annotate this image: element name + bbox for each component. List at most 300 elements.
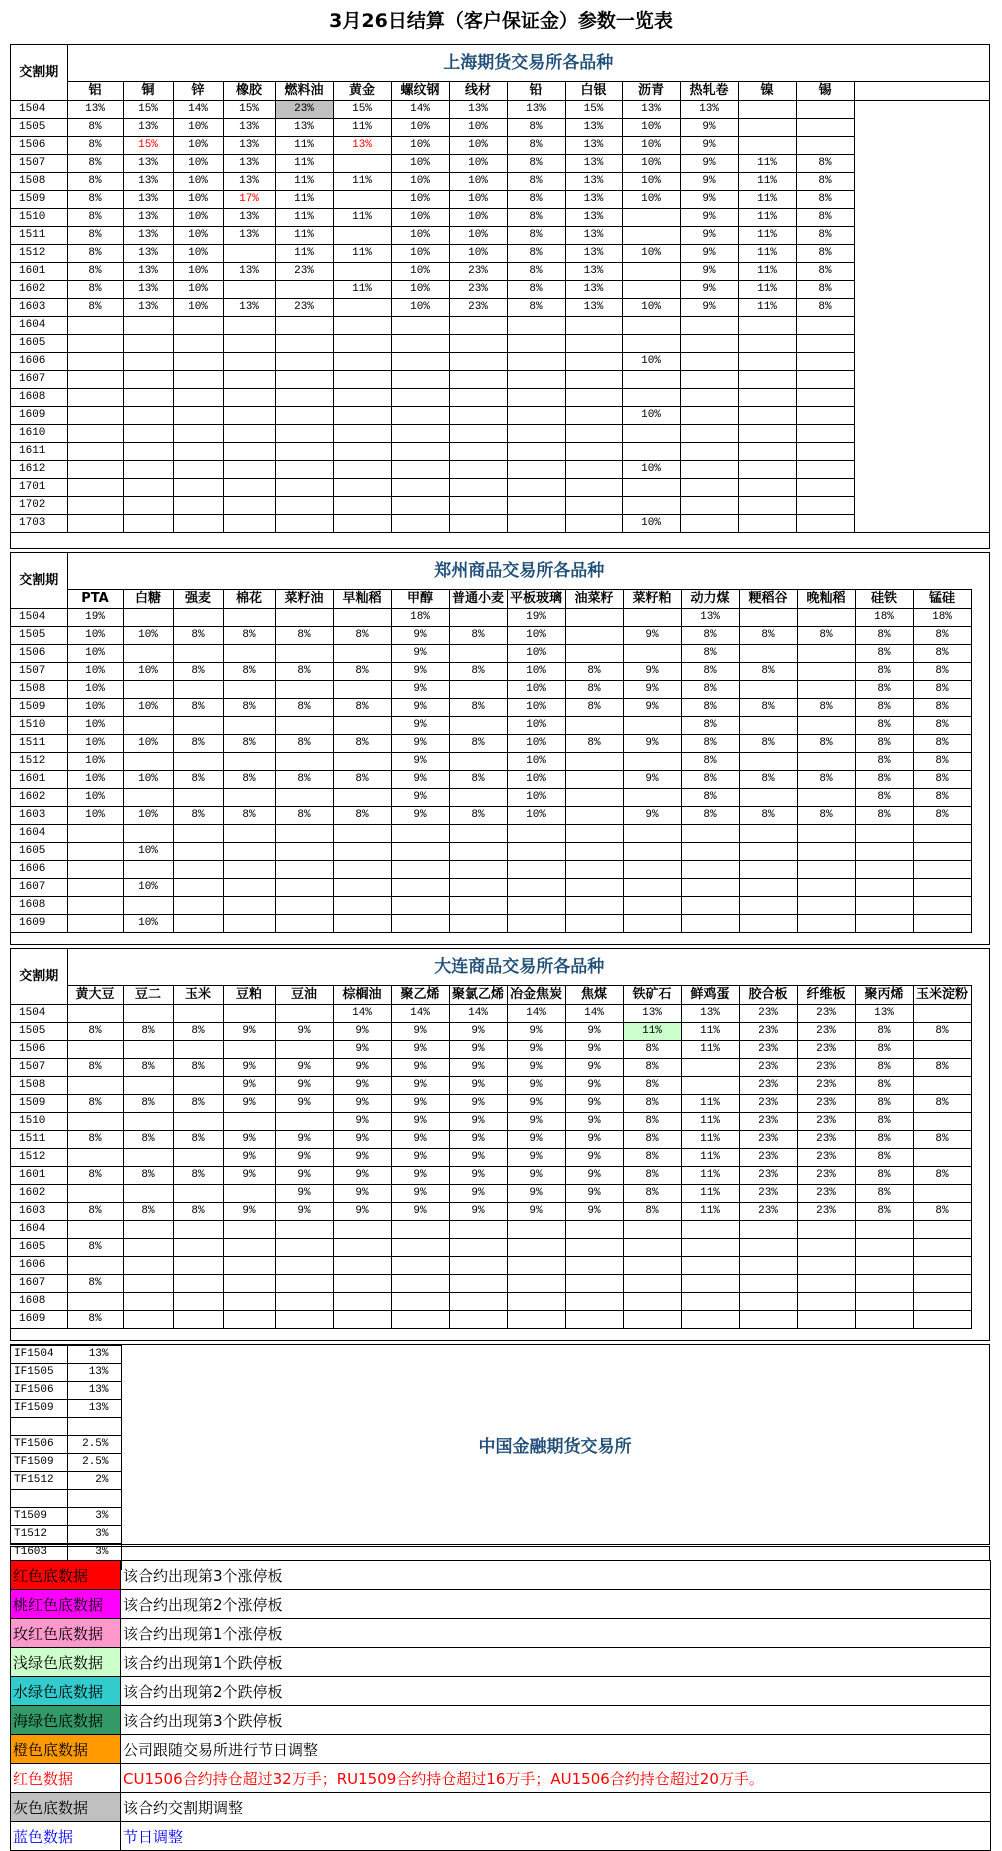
margin-cell: 9%	[391, 1059, 449, 1077]
margin-cell: 11%	[333, 281, 391, 299]
margin-cell	[739, 645, 797, 663]
margin-cell: 10%	[67, 663, 123, 681]
margin-cell: 10%	[173, 245, 223, 263]
margin-cell	[449, 371, 507, 389]
period-cell: 1602	[11, 1185, 67, 1203]
margin-cell: 8%	[739, 735, 797, 753]
margin-cell: 11%	[681, 1041, 739, 1059]
margin-cell	[913, 1221, 971, 1239]
margin-cell: 10%	[449, 173, 507, 191]
margin-cell: 10%	[123, 663, 173, 681]
margin-cell: 10%	[449, 191, 507, 209]
margin-cell	[67, 1257, 123, 1275]
legend-description: 该合约出现第2个涨停板	[121, 1590, 991, 1619]
legend-section	[10, 1546, 990, 1844]
margin-cell: 8%	[67, 1203, 123, 1221]
margin-cell	[391, 1221, 449, 1239]
margin-cell	[223, 281, 275, 299]
table-row	[11, 1472, 121, 1490]
margin-cell	[391, 1257, 449, 1275]
period-cell: 1512	[11, 753, 67, 771]
margin-cell	[223, 1239, 275, 1257]
margin-cell	[275, 861, 333, 879]
margin-cell	[623, 1257, 681, 1275]
margin-cell	[123, 407, 173, 425]
margin-cell	[67, 1149, 123, 1167]
margin-cell	[622, 389, 680, 407]
margin-cell: 10%	[391, 155, 449, 173]
margin-cell: 8%	[855, 645, 913, 663]
legend-swatch: 红色底数据	[11, 1561, 121, 1590]
period-cell: 1511	[11, 1131, 67, 1149]
margin-cell: 8%	[123, 1131, 173, 1149]
margin-cell: 9%	[565, 1041, 623, 1059]
margin-cell	[123, 1077, 173, 1095]
period-cell: 1510	[11, 1113, 67, 1131]
period-cell: 1612	[11, 461, 67, 479]
margin-cell: 13%	[67, 1400, 121, 1418]
margin-cell	[223, 1221, 275, 1239]
margin-cell: 11%	[681, 1023, 739, 1041]
margin-cell	[738, 371, 796, 389]
margin-cell: 8%	[739, 771, 797, 789]
margin-cell: 2%	[67, 1472, 121, 1490]
dce-col-header: 聚氯乙烯	[449, 986, 507, 1005]
contract-code: T1603	[11, 1544, 67, 1562]
margin-cell: 13%	[622, 101, 680, 119]
margin-cell: 9%	[275, 1185, 333, 1203]
table-row	[11, 843, 971, 861]
margin-cell: 23%	[797, 1095, 855, 1113]
contract-code: IF1505	[11, 1364, 67, 1382]
margin-cell	[223, 1113, 275, 1131]
margin-cell	[67, 1293, 123, 1311]
table-row	[11, 1257, 971, 1275]
margin-cell: 8%	[855, 1185, 913, 1203]
margin-cell: 8%	[67, 1131, 123, 1149]
margin-cell	[507, 389, 565, 407]
margin-cell: 8%	[797, 807, 855, 825]
margin-cell: 8%	[739, 699, 797, 717]
margin-cell	[67, 317, 123, 335]
margin-cell	[275, 897, 333, 915]
margin-cell	[738, 353, 796, 371]
margin-cell: 13%	[123, 227, 173, 245]
margin-cell: 9%	[223, 1131, 275, 1149]
margin-cell	[739, 825, 797, 843]
table-row	[11, 915, 971, 933]
table-row	[11, 281, 989, 299]
margin-cell: 10%	[123, 915, 173, 933]
margin-cell: 9%	[391, 789, 449, 807]
margin-cell: 8%	[855, 1167, 913, 1185]
dce-table	[11, 949, 972, 1341]
dce-col-header: 铁矿石	[623, 986, 681, 1005]
margin-cell: 8%	[223, 771, 275, 789]
margin-cell	[739, 843, 797, 861]
margin-cell: 8%	[507, 137, 565, 155]
margin-cell	[333, 263, 391, 281]
margin-cell	[854, 155, 989, 173]
margin-cell: 23%	[797, 1131, 855, 1149]
margin-cell: 9%	[449, 1185, 507, 1203]
margin-cell: 9%	[680, 191, 738, 209]
margin-cell: 10%	[391, 209, 449, 227]
table-row	[11, 353, 989, 371]
shfe-exchange-title: 上海期货交易所各品种	[67, 45, 989, 82]
margin-cell	[275, 407, 333, 425]
margin-cell: 8%	[67, 209, 123, 227]
margin-cell	[796, 335, 854, 353]
margin-cell: 8%	[67, 245, 123, 263]
margin-cell: 8%	[507, 227, 565, 245]
margin-cell	[738, 101, 796, 119]
margin-cell	[275, 717, 333, 735]
margin-cell: 11%	[681, 1203, 739, 1221]
margin-cell	[275, 645, 333, 663]
margin-cell	[173, 1041, 223, 1059]
margin-cell	[507, 497, 565, 515]
margin-cell: 9%	[507, 1095, 565, 1113]
margin-cell: 13%	[565, 245, 622, 263]
margin-cell: 9%	[275, 1167, 333, 1185]
shfe-col-header: 热轧卷	[680, 82, 738, 101]
margin-cell: 10%	[622, 191, 680, 209]
margin-cell: 9%	[507, 1113, 565, 1131]
margin-cell: 23%	[739, 1131, 797, 1149]
margin-cell: 8%	[913, 1095, 971, 1113]
margin-cell	[391, 915, 449, 933]
margin-cell: 9%	[223, 1149, 275, 1167]
legend-swatch: 橙色底数据	[11, 1735, 121, 1764]
margin-cell	[507, 407, 565, 425]
margin-cell: 8%	[796, 209, 854, 227]
margin-cell	[333, 317, 391, 335]
margin-cell: 11%	[738, 299, 796, 317]
margin-cell	[565, 897, 623, 915]
period-cell: 1605	[11, 335, 67, 353]
margin-cell	[855, 861, 913, 879]
margin-cell	[223, 789, 275, 807]
table-row	[11, 1364, 121, 1382]
margin-cell: 8%	[739, 807, 797, 825]
margin-cell	[333, 497, 391, 515]
legend-description: 该合约出现第1个跌停板	[121, 1648, 991, 1677]
period-cell: 1601	[11, 1167, 67, 1185]
margin-cell: 14%	[565, 1005, 623, 1023]
margin-cell: 9%	[391, 1185, 449, 1203]
margin-cell	[223, 407, 275, 425]
period-cell: 1512	[11, 1149, 67, 1167]
margin-cell: 8%	[173, 807, 223, 825]
margin-cell: 9%	[391, 1131, 449, 1149]
margin-cell: 8%	[855, 807, 913, 825]
margin-cell	[680, 335, 738, 353]
margin-cell	[797, 825, 855, 843]
margin-cell	[223, 389, 275, 407]
margin-cell: 10%	[67, 789, 123, 807]
margin-cell: 9%	[565, 1203, 623, 1221]
margin-cell	[855, 1239, 913, 1257]
margin-cell	[796, 479, 854, 497]
period-cell: 1507	[11, 663, 67, 681]
period-cell: 1608	[11, 897, 67, 915]
period-cell: 1607	[11, 879, 67, 897]
margin-cell: 10%	[507, 663, 565, 681]
margin-cell: 13%	[67, 1364, 121, 1382]
legend-swatch: 浅绿色底数据	[11, 1648, 121, 1677]
margin-cell: 23%	[449, 299, 507, 317]
margin-cell: 13%	[223, 119, 275, 137]
margin-cell: 8%	[173, 699, 223, 717]
margin-cell	[565, 425, 622, 443]
margin-cell	[275, 479, 333, 497]
margin-cell	[565, 843, 623, 861]
margin-cell	[622, 335, 680, 353]
dce-title-row	[11, 949, 971, 986]
margin-cell	[223, 479, 275, 497]
margin-cell: 13%	[565, 209, 622, 227]
table-row	[11, 209, 989, 227]
margin-cell: 9%	[507, 1203, 565, 1221]
margin-cell: 8%	[275, 627, 333, 645]
margin-cell: 8%	[796, 227, 854, 245]
table-row	[11, 1023, 971, 1041]
dce-col-header: 棕榈油	[333, 986, 391, 1005]
margin-cell	[223, 1185, 275, 1203]
margin-cell: 8%	[173, 1059, 223, 1077]
margin-cell	[797, 843, 855, 861]
margin-cell: 13%	[333, 137, 391, 155]
margin-cell	[275, 389, 333, 407]
margin-cell: 8%	[797, 699, 855, 717]
margin-cell: 9%	[333, 1095, 391, 1113]
margin-cell	[391, 1239, 449, 1257]
margin-cell: 10%	[67, 735, 123, 753]
margin-cell: 8%	[855, 735, 913, 753]
margin-cell: 8%	[623, 1095, 681, 1113]
margin-cell: 14%	[449, 1005, 507, 1023]
margin-cell: 10%	[507, 717, 565, 735]
period-cell: 1608	[11, 389, 67, 407]
shfe-col-header: 沥青	[622, 82, 680, 101]
margin-cell: 8%	[855, 699, 913, 717]
margin-cell: 8%	[796, 299, 854, 317]
margin-cell: 9%	[391, 1095, 449, 1113]
margin-cell: 13%	[123, 299, 173, 317]
margin-cell	[623, 825, 681, 843]
czce-col-header: 动力煤	[681, 590, 739, 609]
margin-cell	[123, 1185, 173, 1203]
margin-cell	[565, 861, 623, 879]
table-row	[11, 101, 989, 119]
table-row	[11, 1005, 971, 1023]
margin-cell: 9%	[333, 1149, 391, 1167]
margin-cell: 23%	[739, 1041, 797, 1059]
margin-cell: 23%	[797, 1149, 855, 1167]
margin-cell: 10%	[123, 627, 173, 645]
margin-cell	[797, 1311, 855, 1329]
margin-cell	[67, 407, 123, 425]
table-row	[11, 771, 971, 789]
margin-cell	[680, 317, 738, 335]
period-cell: 1606	[11, 861, 67, 879]
margin-cell: 9%	[565, 1113, 623, 1131]
margin-cell	[565, 771, 623, 789]
margin-cell	[623, 879, 681, 897]
margin-cell	[449, 789, 507, 807]
margin-cell: 8%	[796, 173, 854, 191]
legend-description: CU1506合约持仓超过32万手；RU1509合约持仓超过16万手；AU1506合约持仓超过20万手。	[121, 1764, 991, 1793]
margin-cell	[622, 497, 680, 515]
margin-cell: 8%	[333, 627, 391, 645]
margin-cell: 11%	[681, 1095, 739, 1113]
margin-cell: 10%	[173, 155, 223, 173]
table-row	[11, 1490, 121, 1508]
period-cell: 1604	[11, 317, 67, 335]
margin-cell	[223, 843, 275, 861]
period-cell: 1601	[11, 263, 67, 281]
margin-cell: 8%	[681, 627, 739, 645]
margin-cell: 11%	[738, 281, 796, 299]
margin-cell	[333, 717, 391, 735]
margin-cell	[854, 479, 989, 497]
margin-cell: 13%	[223, 227, 275, 245]
shfe-col-header: 镍	[738, 82, 796, 101]
margin-cell: 8%	[855, 789, 913, 807]
margin-cell: 9%	[680, 227, 738, 245]
czce-col-header: 锰硅	[913, 590, 971, 609]
margin-cell	[623, 609, 681, 627]
margin-cell: 10%	[173, 191, 223, 209]
legend-item	[11, 1561, 991, 1590]
margin-cell: 9%	[449, 1149, 507, 1167]
margin-cell	[622, 443, 680, 461]
margin-cell: 11%	[738, 263, 796, 281]
margin-cell: 8%	[913, 645, 971, 663]
margin-cell: 9%	[333, 1131, 391, 1149]
margin-cell	[796, 137, 854, 155]
margin-cell: 8%	[67, 1275, 123, 1293]
margin-cell	[123, 1005, 173, 1023]
margin-cell: 10%	[449, 245, 507, 263]
margin-cell	[391, 843, 449, 861]
table-row	[11, 245, 989, 263]
margin-cell	[123, 389, 173, 407]
margin-cell: 11%	[738, 155, 796, 173]
margin-cell: 8%	[507, 119, 565, 137]
margin-cell: 10%	[622, 407, 680, 425]
period-cell: 1506	[11, 645, 67, 663]
margin-cell: 9%	[275, 1149, 333, 1167]
period-cell: 1601	[11, 771, 67, 789]
margin-cell: 13%	[565, 281, 622, 299]
margin-cell	[275, 1005, 333, 1023]
margin-cell	[913, 1185, 971, 1203]
margin-cell	[449, 681, 507, 699]
margin-cell	[854, 443, 989, 461]
margin-cell	[223, 681, 275, 699]
margin-cell: 10%	[173, 119, 223, 137]
margin-cell: 13%	[223, 209, 275, 227]
margin-cell	[623, 843, 681, 861]
margin-cell: 9%	[565, 1167, 623, 1185]
margin-cell	[275, 1275, 333, 1293]
legend-description: 节日调整	[121, 1822, 991, 1851]
margin-cell: 8%	[67, 281, 123, 299]
margin-cell: 8%	[855, 1203, 913, 1221]
margin-cell	[565, 1275, 623, 1293]
margin-cell	[681, 1221, 739, 1239]
margin-cell	[67, 897, 123, 915]
margin-cell	[854, 335, 989, 353]
margin-cell	[123, 861, 173, 879]
margin-cell	[854, 353, 989, 371]
margin-cell: 23%	[797, 1203, 855, 1221]
legend-item	[11, 1735, 991, 1764]
margin-cell	[223, 645, 275, 663]
margin-cell	[913, 1311, 971, 1329]
margin-cell: 9%	[680, 173, 738, 191]
margin-cell	[123, 515, 173, 533]
period-cell: 1702	[11, 497, 67, 515]
margin-cell	[223, 1041, 275, 1059]
period-cell: 1611	[11, 443, 67, 461]
dce-col-header: 豆粕	[223, 986, 275, 1005]
margin-cell	[333, 155, 391, 173]
margin-cell: 15%	[333, 101, 391, 119]
margin-cell: 10%	[123, 771, 173, 789]
margin-cell	[913, 1257, 971, 1275]
margin-cell: 9%	[449, 1023, 507, 1041]
margin-cell	[333, 515, 391, 533]
dce-period-label: 交割期	[11, 949, 67, 1005]
margin-cell	[173, 1311, 223, 1329]
margin-cell	[507, 1293, 565, 1311]
margin-cell	[123, 1257, 173, 1275]
margin-cell	[507, 1257, 565, 1275]
margin-cell: 8%	[449, 735, 507, 753]
margin-cell	[173, 1005, 223, 1023]
margin-cell	[507, 317, 565, 335]
margin-cell: 10%	[123, 807, 173, 825]
margin-cell: 13%	[565, 155, 622, 173]
margin-cell	[333, 789, 391, 807]
period-cell: 1603	[11, 807, 67, 825]
margin-cell: 9%	[223, 1095, 275, 1113]
margin-cell: 9%	[623, 663, 681, 681]
margin-cell	[855, 915, 913, 933]
margin-cell	[796, 461, 854, 479]
margin-cell: 8%	[223, 699, 275, 717]
margin-cell	[854, 281, 989, 299]
dce-header-row	[11, 986, 971, 1005]
margin-cell: 8%	[797, 771, 855, 789]
margin-cell: 8%	[855, 717, 913, 735]
dce-section	[10, 948, 990, 1341]
legend-item	[11, 1793, 991, 1822]
margin-cell	[854, 227, 989, 245]
margin-cell	[173, 1293, 223, 1311]
margin-cell: 9%	[391, 771, 449, 789]
table-row	[11, 825, 971, 843]
margin-cell: 11%	[275, 209, 333, 227]
margin-cell: 10%	[173, 137, 223, 155]
margin-cell: 13%	[681, 609, 739, 627]
margin-cell: 9%	[680, 245, 738, 263]
margin-cell: 9%	[565, 1023, 623, 1041]
margin-cell: 2.5%	[67, 1454, 121, 1472]
